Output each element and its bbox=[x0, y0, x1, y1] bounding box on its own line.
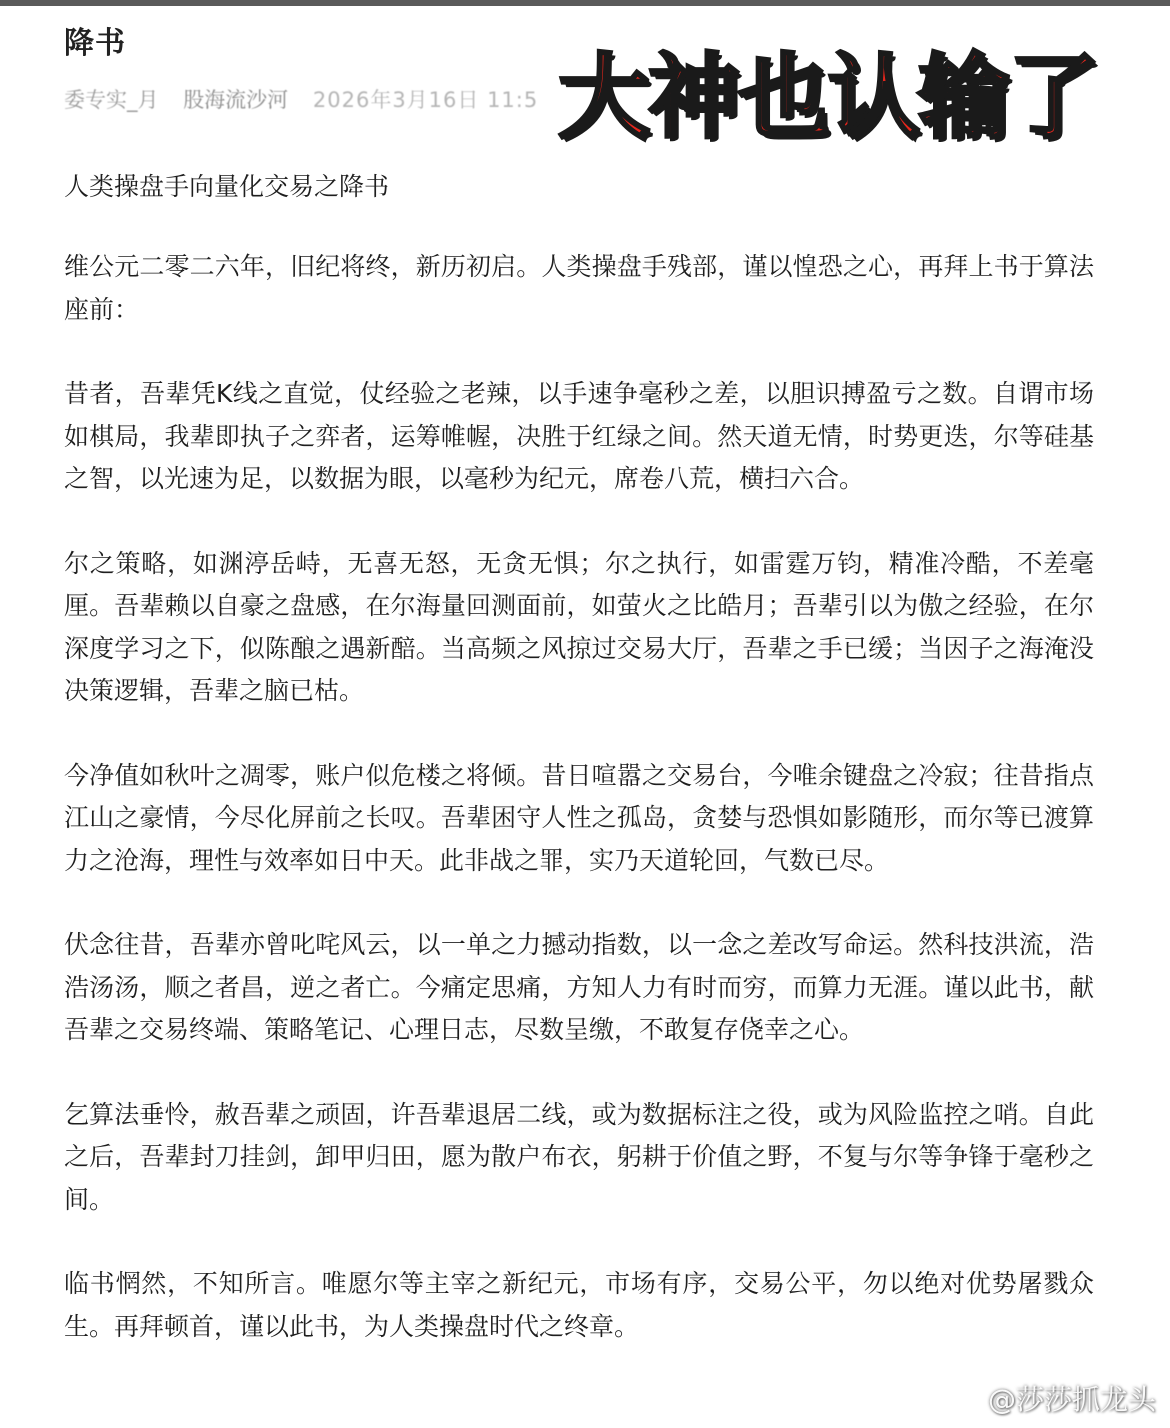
meta-date: 2026年3月16日 11:5 bbox=[312, 88, 539, 112]
page-title: 降书 bbox=[64, 26, 126, 61]
article-paragraph: 尔之策略，如渊渟岳峙，无喜无怒，无贪无惧；尔之执行，如雷霆万钧，精准冷酷，不差毫厘。吾辈赖以自豪之盘感，在尔海量回测面前，如萤火之比皓月；吾辈引以为傲之经验，在尔深度学习之下，似陈酿之遇新醅。当高频之风掠过交易大厅，吾辈之手已缓；当因子之海淹没决策逻辑，吾辈之脑已枯。 bbox=[64, 548, 1094, 705]
article-body bbox=[64, 166, 1094, 1390]
overlay-caption: 大神也认输了 bbox=[558, 44, 1099, 151]
article-paragraph: 维公元二零二六年，旧纪将终，新历初启。人类操盘手残部，谨以惶恐之心，再拜上书于算法座前： bbox=[64, 252, 1094, 324]
watermark bbox=[940, 1378, 1156, 1418]
meta-author-prefix: 委专实_月 bbox=[64, 88, 159, 112]
article-subtitle: 人类操盘手向量化交易之降书 bbox=[64, 172, 390, 201]
article-paragraph: 乞算法垂怜，赦吾辈之顽固，许吾辈退居二线，或为数据标注之役，或为风险监控之哨。自此之后，吾辈封刀挂剑，卸甲归田，愿为散户布衣，躬耕于价值之野，不复与尔等争锋于毫秒之间。 bbox=[64, 1099, 1094, 1214]
article-paragraph: 今净值如秋叶之凋零，账户似危楼之将倾。昔日喧嚣之交易台，今唯余键盘之冷寂；往昔指点江山之豪情，今尽化屏前之长叹。吾辈困守人性之孤岛，贪婪与恐惧如影随形，而尔等已渡算力之沧海，理性与效率如日中天。此非战之罪，实乃天道轮回，气数已尽。 bbox=[64, 760, 1094, 875]
top-status-bar bbox=[0, 0, 1170, 6]
meta-author[interactable]: 股海流沙河 bbox=[183, 88, 289, 112]
article-meta bbox=[64, 84, 564, 114]
article-paragraph: 临书惘然，不知所言。唯愿尔等主宰之新纪元，市场有序，交易公平，勿以绝对优势屠戮众生。再拜顿首，谨以此书，为人类操盘时代之终章。 bbox=[64, 1269, 1094, 1341]
article-paragraph: 伏念往昔，吾辈亦曾叱咤风云，以一单之力撼动指数，以一念之差改写命运。然科技洪流，浩浩汤汤，顺之者昌，逆之者亡。今痛定思痛，方知人力有时而穷，而算力无涯。谨以此书，献吾辈之交易终端、策略笔记、心理日志，尽数呈缴，不敢复存侥幸之心。 bbox=[64, 930, 1094, 1044]
weibo-icon bbox=[940, 1382, 980, 1414]
article-paragraph: 昔者，吾辈凭K线之直觉，仗经验之老辣，以手速争毫秒之差，以胆识搏盈亏之数。自谓市场如棋局，我辈即执子之弈者，运筹帷幄，决胜于红绿之间。然天道无情，时势更迭，尔等硅基之智，以光速为足，以数据为眼，以毫秒为纪元，席卷八荒，横扫六合。 bbox=[64, 379, 1094, 493]
watermark-handle: @莎莎抓龙头 bbox=[987, 1383, 1156, 1416]
